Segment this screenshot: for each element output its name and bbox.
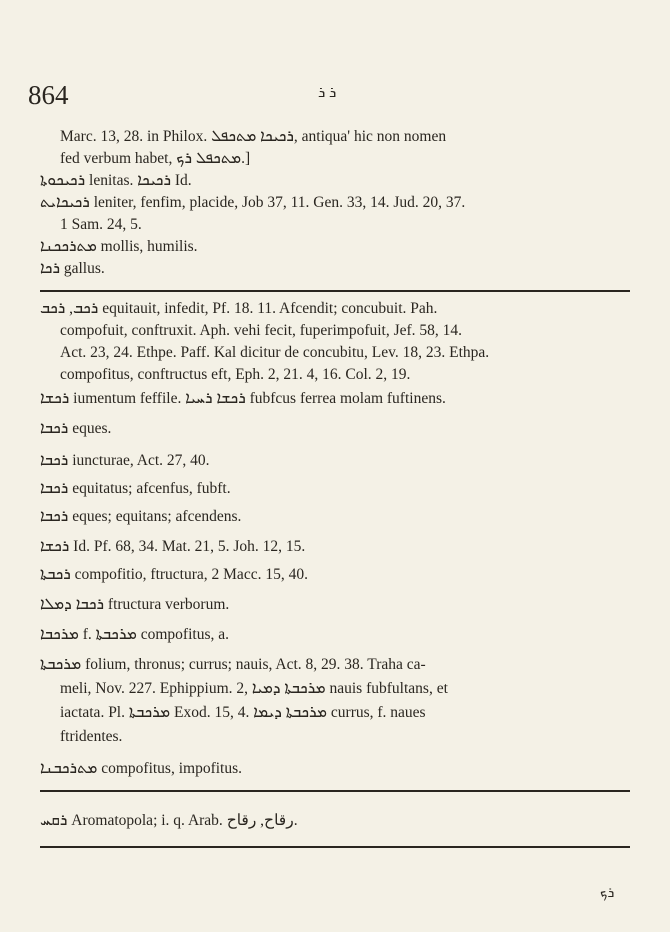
text-line: ܪܟܫܐ Id. Pf. 68, 34. Mat. 21, 5. Joh. 12, 15.: [40, 538, 306, 555]
text-line: ܡܬܪܟܟܢܐ mollis, humilis.: [40, 238, 198, 255]
text-line: Act. 23, 24. Ethpe. Paff. Kal dicitur de concubitu, Lev. 18, 23. Ethpa.: [60, 344, 490, 361]
text-line: ܪܩܚ Aromatopola; i. q. Arab. رقاح, رقاح.: [40, 812, 298, 829]
text-line: ܡܪܟܒܐ f. ܡܪܟܒܬܐ compofitus, a.: [40, 626, 229, 643]
text-line: ܪܟܒ, ܪܟܒ equitauit, infedit, Pf. 18. 11. Afcendit; concubuit. Pah.: [40, 300, 438, 317]
text-line: compofuit, conftruxit. Aph. vehi fecit, fuperimpofuit, Jef. 58, 14.: [60, 322, 463, 339]
text-line: ܪܟܒܐ ܕܡܠܐ ftructura verborum.: [40, 596, 230, 613]
text-line: Marc. 13, 28. in Philox. ܪܟܝܟܐ ܡܬܟܦܠ, antiqua' hic non nomen: [60, 128, 447, 145]
text-line: compofitus, conftructus eft, Eph. 2, 21. 4, 16. Col. 2, 19.: [60, 366, 411, 383]
text-line: ܪܟܐ gallus.: [40, 260, 105, 277]
section-rule: [40, 790, 630, 792]
text-line: ܪܟܝܟܘܬܐ lenitas. ܪܟܝܟܐ Id.: [40, 172, 192, 189]
section-rule: [40, 290, 630, 292]
text-line: ܪܟܒܐ eques.: [40, 420, 112, 437]
text-line: iactata. Pl. ܡܪܟܒܬܐ Exod. 15, 4. ܡܪܟܒܬܐ ܕܝܡܐ currus, f. naues: [60, 704, 426, 721]
text-line: meli, Nov. 227. Ephippium. 2, ܡܪܟܒܬܐ ܕܡܝܐ nauis fubfultans, et: [60, 680, 448, 697]
text-line: ܪܟܒܬܐ compofitio, ftructura, 2 Macc. 15, 40.: [40, 566, 308, 583]
text-line: ܪܟܫܐ iumentum feffile. ܪܟܫܐ ܪܚܝܐ fubfcus ferrea molam fuftinens.: [40, 390, 446, 407]
text-line: fed verbum habet, ܡܬܟܦܠ ܪܟ.]: [60, 150, 251, 167]
catchword: ܪܟ: [600, 886, 615, 901]
text-line: ܡܬܪܟܒܢܐ compofitus, impofitus.: [40, 760, 243, 777]
text-line: ܪܟܒܐ eques; equitans; afcendens.: [40, 508, 242, 525]
section-rule: [40, 846, 630, 848]
text-line: 1 Sam. 24, 5.: [60, 216, 142, 233]
running-head: ܪ ܪ: [318, 85, 337, 101]
text-line: ftridentes.: [60, 728, 123, 745]
text-line: ܡܪܟܒܬܐ folium, thronus; currus; nauis, Act. 8, 29. 38. Traha ca-: [40, 656, 426, 673]
text-line: ܪܟܝܟܐܝܬ leniter, fenfim, placide, Job 37, 11. Gen. 33, 14. Jud. 20, 37.: [40, 194, 466, 211]
text-line: ܪܟܒܐ equitatus; afcenfus, fubft.: [40, 480, 231, 497]
page-number: 864: [28, 80, 69, 110]
text-line: ܪܟܒܐ iuncturae, Act. 27, 40.: [40, 452, 210, 469]
